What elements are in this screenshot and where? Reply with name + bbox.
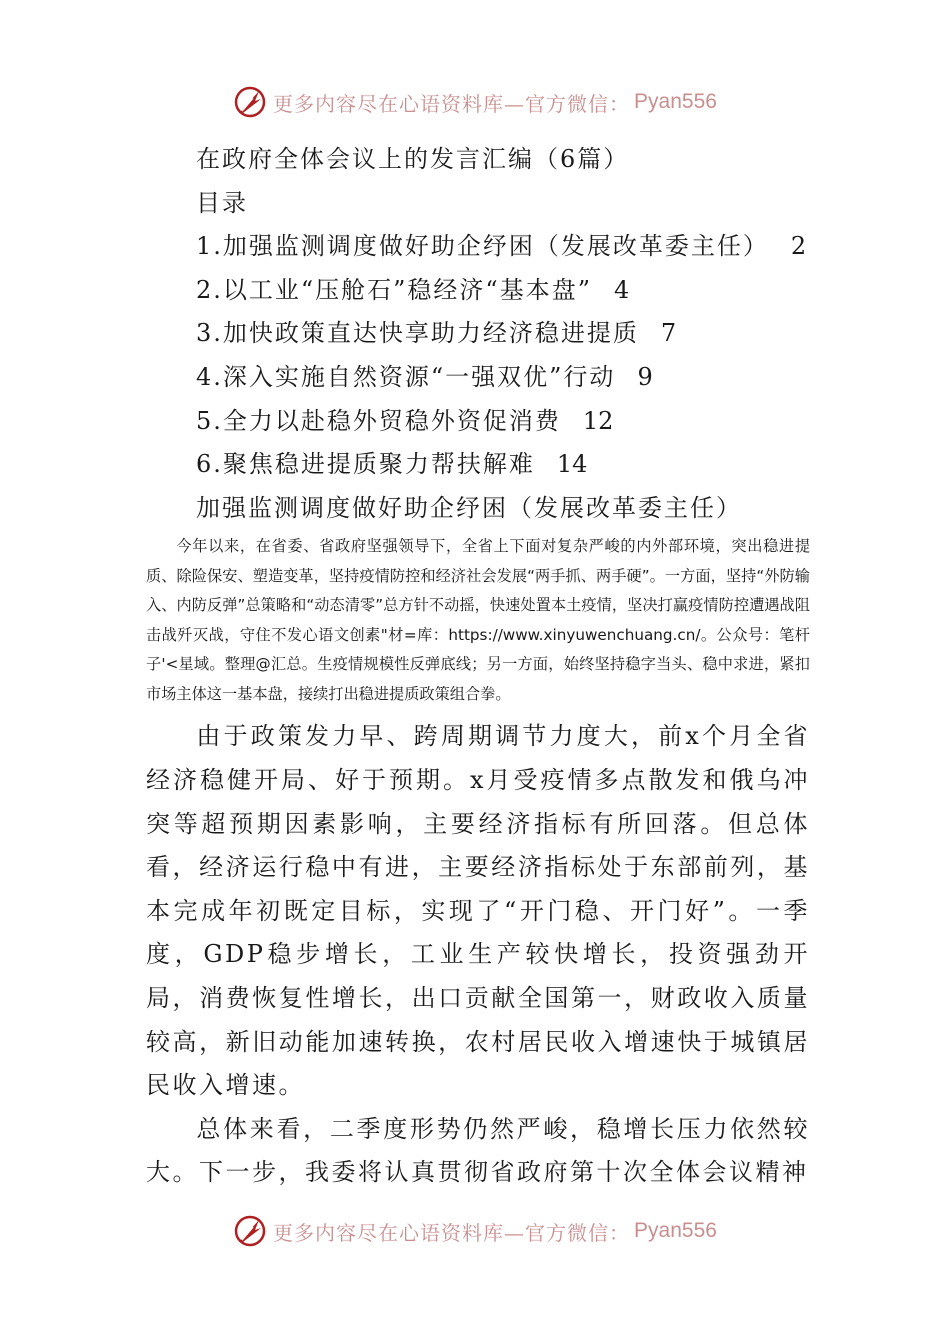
- document-body: [146, 138, 810, 1195]
- watermark-wechat-id: Pyan556: [634, 1219, 717, 1242]
- toc-item-label: 5.全力以赴稳外贸稳外资促消费: [196, 406, 561, 435]
- quill-logo-icon: [233, 85, 267, 119]
- document-title: 在政府全体会议上的发言汇编（6篇）: [196, 145, 630, 173]
- watermark-text: 更多内容尽在心语资料库—官方微信：: [273, 91, 631, 116]
- toc-item-page: 14: [556, 450, 588, 479]
- toc-item-label: 4.深入实施自然资源“一强双优”行动: [196, 362, 616, 391]
- watermark-text: 更多内容尽在心语资料库—官方微信：: [273, 1220, 631, 1245]
- toc-item-label: 6.聚焦稳进提质聚力帮扶解难: [196, 450, 535, 479]
- toc-item-label: 3.加快政策直达快享助力经济稳进提质: [196, 319, 639, 348]
- toc-item-page: 7: [660, 319, 677, 348]
- watermark-footer: [0, 1211, 950, 1251]
- toc-heading: 目录: [196, 188, 248, 217]
- toc-item-page: 4: [613, 275, 630, 304]
- toc-item-label: 2.以工业“压舱石”稳经济“基本盘”: [196, 275, 592, 304]
- toc-item-page: 2: [790, 232, 807, 261]
- toc-item[interactable]: [146, 269, 810, 313]
- watermark-header: [0, 82, 950, 122]
- toc-item[interactable]: [146, 356, 810, 400]
- quill-logo-icon: [233, 1214, 267, 1248]
- toc-item[interactable]: [146, 443, 810, 487]
- watermark-wechat-id: Pyan556: [634, 90, 717, 113]
- table-of-contents: [146, 225, 810, 487]
- toc-item-page: 9: [637, 362, 653, 391]
- toc-item-label: 1.加强监测调度做好助企纾困（发展改革委主任）: [196, 232, 769, 261]
- section-heading: 加强监测调度做好助企纾困（发展改革委主任）: [196, 493, 742, 522]
- intro-paragraph: 今年以来，在省委、省政府坚强领导下，全省上下面对复杂严峻的内外部环境，突出稳进提质、除险保安、塑造变革，坚持疫情防控和经济社会发展“两手抓、两手硬”。一方面，坚持“外防输入、内防反弹”总策略和“动态清零”总方针不动摇，快速处置本土疫情，坚决打赢疫情防控遭遇战阻击战歼灭战，守住不发心语文创素"材=库：https://www.xinyuwenchuang.cn/。公众号：笔杆子'<星域。整理@汇总。生疫情规模性反弹底线；另一方面，始终坚持稳字当头、稳中求进，紧扣市场主体这一基本盘，接续打出稳进提质政策组合拳。: [146, 537, 810, 703]
- toc-item[interactable]: [146, 400, 810, 444]
- body-paragraph: 总体来看，二季度形势仍然严峻，稳增长压力依然较大。下一步，我委将认真贯彻省政府第十次全体会议精神: [146, 1114, 810, 1187]
- toc-item[interactable]: [146, 225, 810, 269]
- body-paragraph: 由于政策发力早、跨周期调节力度大，前x个月全省经济稳健开局、好于预期。x月受疫情多点散发和俄乌冲突等超预期因素影响，主要经济指标有所回落。但总体看，经济运行稳中有进，主要经济指标处于东部前列，基本完成年初既定目标，实现了“开门稳、开门好”。一季度，GDP稳步增长，工业生产较快增长，投资强劲开局，消费恢复性增长，出口贡献全国第一，财政收入质量较高，新旧动能加速转换，农村居民收入增速快于城镇居民收入增速。: [146, 722, 810, 1100]
- toc-item-page: 12: [582, 406, 614, 435]
- toc-item[interactable]: [146, 312, 810, 356]
